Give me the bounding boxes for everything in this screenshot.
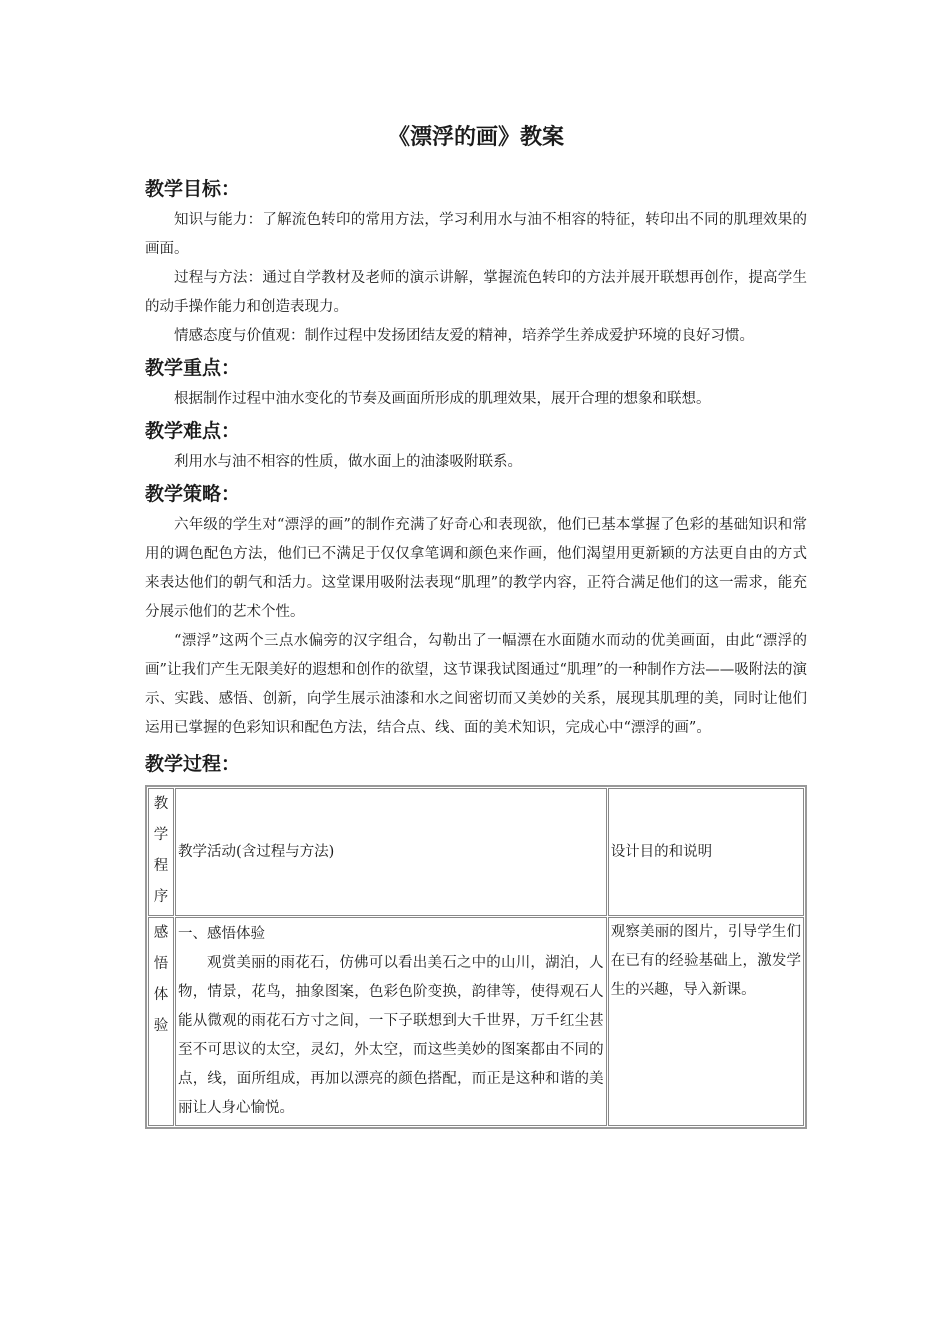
lesson-plan-page — [145, 118, 807, 1129]
activity-text: 观赏美丽的雨花石，仿佛可以看出美石之中的山川，湖泊，人物，情景，花鸟，抽象图案，色彩色阶变换，韵律等，使得观石人能从微观的雨花石方寸之间，一下子联想到大千世界，万千红尘甚至不可思议的太空，灵幻，外太空，而这些美妙的图案都由不同的点，线，面所组成，再加以漂亮的颜色搭配，而正是这种和谐的美丽让人身心愉悦。 — [178, 955, 604, 1116]
difficulties-text: 利用水与油不相容的性质，做水面上的油漆吸附联系。 — [174, 454, 522, 470]
objectives-heading: 教学目标： — [145, 178, 241, 200]
process-heading: 教学过程： — [145, 753, 241, 775]
table-header-row — [148, 788, 804, 916]
header-stage: 教学程序 — [148, 788, 174, 916]
objective-paragraph: 情感态度与价值观：制作过程中发扬团结友爱的精神，培养学生养成爱护环境的良好习惯。 — [174, 328, 754, 344]
activity-title: 一、感悟体验 — [178, 926, 266, 942]
strategy-paragraph: “漂浮”这两个三点水偏旁的汉字组合，勾勒出了一幅漂在水面随水而动的优美画面，由此“漂浮的画”让我们产生无限美好的遐想和创作的欲望，这节课我试图通过“肌理”的一种制作方法——吸附法的演示、实践、感悟、创新，向学生展示油漆和水之间密切而又美妙的关系，展现其肌理的美，同时让他们运用已掌握的色彩知识和配色方法，结合点、线、面的美术知识，完成心中“漂浮的画”。 — [145, 633, 807, 736]
header-purpose: 设计目的和说明 — [608, 788, 804, 916]
key-points-heading: 教学重点： — [145, 357, 241, 379]
strategy-paragraph: 六年级的学生对“漂浮的画”的制作充满了好奇心和表现欲，他们已基本掌握了色彩的基础知识和常用的调色配色方法，他们已不满足于仅仅拿笔调和颜色来作画，他们渴望用更新颖的方法更自由的方式来表达他们的朝气和活力。这堂课用吸附法表现“肌理”的教学内容，正符合满足他们的这一需求，能充分展示他们的艺术个性。 — [145, 517, 807, 620]
row-purpose: 观察美丽的图片，引导学生们在已有的经验基础上，激发学生的兴趣，导入新课。 — [608, 917, 804, 1126]
table-row — [148, 917, 804, 1126]
strategy-heading: 教学策略： — [145, 483, 241, 505]
page-title: 《漂浮的画》教案 — [387, 125, 564, 150]
row-activity — [175, 917, 607, 1126]
objective-paragraph: 过程与方法：通过自学教材及老师的演示讲解，掌握流色转印的方法并展开联想再创作，提高学生的动手操作能力和创造表现力。 — [145, 270, 807, 315]
row-stage: 感悟体验 — [148, 917, 174, 1126]
objective-paragraph: 知识与能力：了解流色转印的常用方法，学习利用水与油不相容的特征，转印出不同的肌理效果的画面。 — [145, 212, 807, 257]
key-points-text: 根据制作过程中油水变化的节奏及画面所形成的肌理效果，展开合理的想象和联想。 — [174, 391, 711, 407]
process-table — [145, 785, 807, 1129]
header-activity: 教学活动(含过程与方法) — [175, 788, 607, 916]
difficulties-heading: 教学难点： — [145, 420, 241, 442]
